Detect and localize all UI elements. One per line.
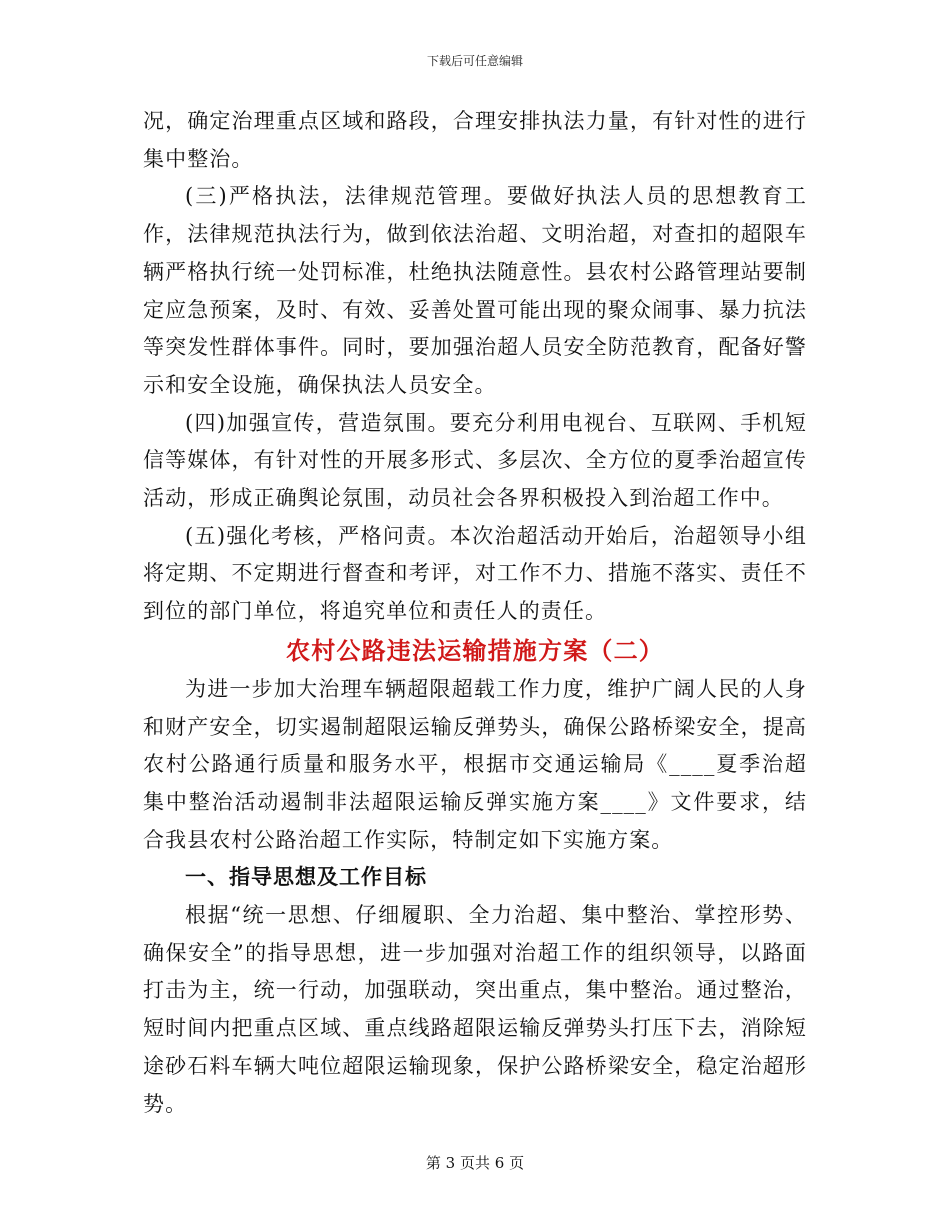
paragraph-item-3: (三)严格执法，法律规范管理。要做好执法人员的思想教育工作，法律规范执法行为，做到依法治超、文明治超，对查扣的超限车辆严格执行统一处罚标准，杜绝执法随意性。县农村公路管理站要制定应急预案，及时、有效、妥善处置可能出现的聚众闹事、暴力抗法等突发性群体事件。同时，要加强治超人员安全防范教育，配备好警示和安全设施，确保执法人员安全。: [143, 184, 807, 397]
document-body: [143, 103, 807, 1123]
page-header: 下载后可任意编辑: [426, 54, 523, 68]
paragraph-continued: 况，确定治理重点区域和路段，合理安排执法力量，有针对性的进行集中整治。: [143, 109, 807, 171]
paragraph-intro: 为进一步加大治理车辆超限超载工作力度，维护广阔人民的人身和财产安全，切实遏制超限运输反弹势头，确保公路桥梁安全，提高农村公路通行质量和服务水平，根据市交通运输局《____夏季治超集中整治活动遏制非法超限运输反弹实施方案____》文件要求，结合我县农村公路治超工作实际，特制定如下实施方案。: [143, 676, 807, 852]
section-heading-1: 一、指导思想及工作目标: [185, 865, 427, 890]
document-title: 农村公路违法运输措施方案（二）: [286, 636, 664, 665]
page-footer: 第 3 页共 6 页: [425, 1154, 525, 1172]
paragraph-section-1: 根据“统一思想、仔细履职、全力治超、集中整治、掌控形势、确保安全”的指导思想，进一步加强对治超工作的组织领导，以路面打击为主，统一行动，加强联动，突出重点，集中整治。通过整治，短时间内把重点区域、重点线路超限运输反弹势头打压下去，消除短途砂石料车辆大吨位超限运输现象，保护公路桥梁安全，稳定治超形势。: [143, 903, 807, 1116]
paragraph-item-4: (四)加强宣传，营造氛围。要充分利用电视台、互联网、手机短信等媒体，有针对性的开展多形式、多层次、全方位的夏季治超宣传活动，形成正确舆论氛围，动员社会各界积极投入到治超工作中。: [143, 410, 807, 511]
paragraph-item-5: (五)强化考核，严格问责。本次治超活动开始后，治超领导小组将定期、不定期进行督查和考评，对工作不力、措施不落实、责任不到位的部门单位，将追究单位和责任人的责任。: [143, 523, 807, 624]
